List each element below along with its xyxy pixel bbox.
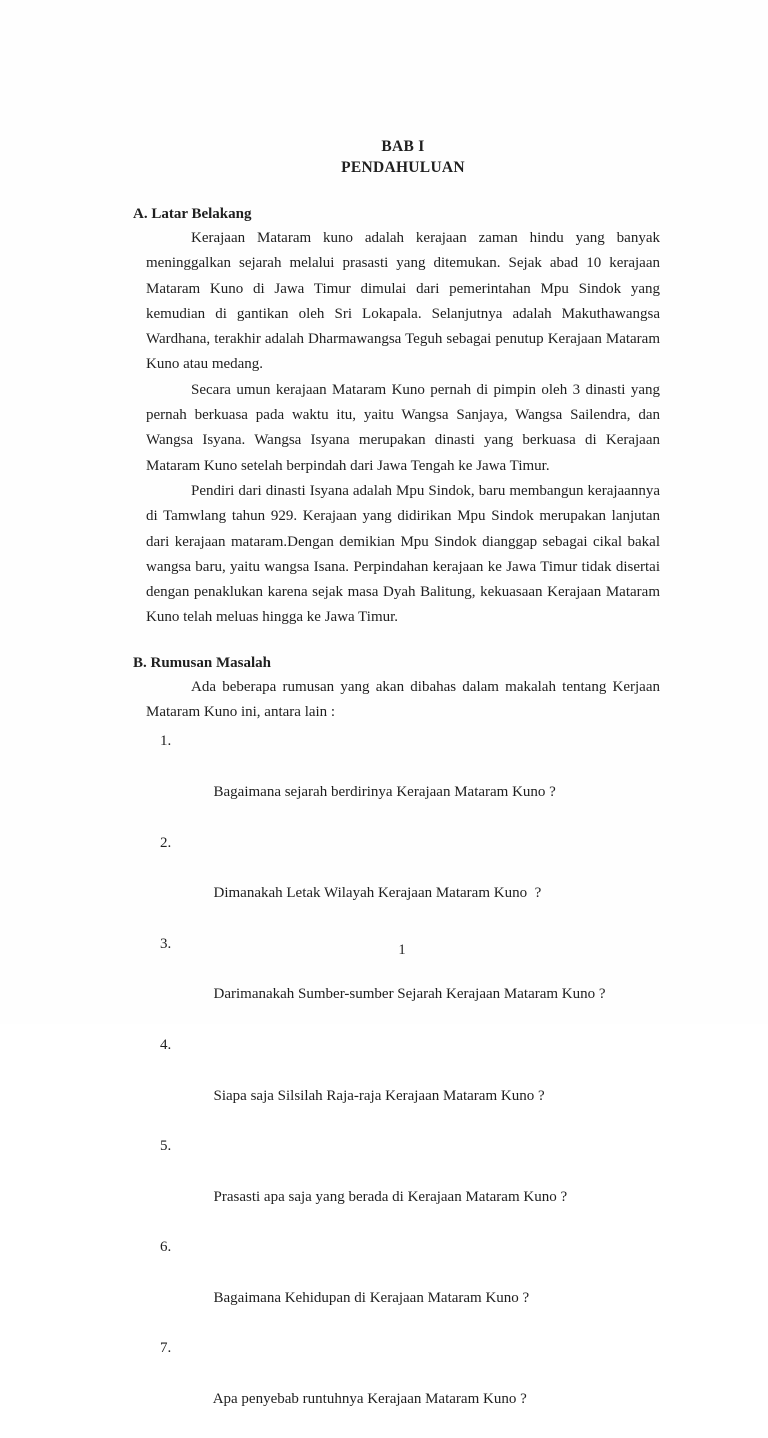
list-item-text: Bagaimana Kehidupan di Kerajaan Mataram Kuno ?	[213, 1289, 530, 1306]
paragraph: Pendiri dari dinasti Isyana adalah Mpu Sindok, baru membangun kerajaannya di Tamwlang tahun 929. Kerajaan yang didirikan Mpu Sindok merupakan lanjutan dari kerajaan mataram.Dengan demikian Mpu Sindok dianggap sebagai cikal bakal wangsa baru, yaitu wangsa Isana. Perpindahan kerajaan ke Jawa Timur tidak disertai dengan penaklukan karena sejak masa Dyah Balitung, kekuasaan Kerajaan Mataram Kuno telah meluas hingga ke Jawa Timur.	[146, 482, 660, 626]
list-item	[146, 831, 660, 932]
list-item-text: Darimanakah Sumber-sumber Sejarah Kerajaan Mataram Kuno ?	[213, 986, 606, 1003]
list-item-text: Bagaimana sejarah berdirinya Kerajaan Mataram Kuno ?	[213, 783, 556, 800]
list-item-text: Apa penyebab runtuhnya Kerajaan Mataram Kuno ?	[212, 1391, 527, 1408]
page-content	[133, 0, 660, 1438]
list-item-number: 6.	[160, 1239, 172, 1256]
list-item-text: Prasasti apa saja yang berada di Kerajaan Mataram Kuno ?	[213, 1188, 568, 1205]
list-item	[146, 1033, 660, 1134]
paragraph: Ada beberapa rumusan yang akan dibahas dalam makalah tentang Kerjaan Mataram Kuno ini, antara lain :	[146, 678, 660, 721]
section-body-latar-belakang	[133, 226, 660, 631]
chapter-title: PENDAHULUAN	[341, 159, 465, 176]
chapter-heading: BAB I	[381, 138, 425, 155]
list-item	[146, 1235, 660, 1336]
list-item-number: 3.	[160, 935, 172, 952]
list-item-number: 2.	[160, 834, 172, 851]
paragraph: Kerajaan Mataram kuno adalah kerajaan zaman hindu yang banyak meninggalkan sejarah melalui prasasti yang ditemukan. Sejak abad 10 kerajaan Mataram Kuno di Jawa Timur dimulai dari pemerintahan Mpu Sindok yang kemudian di gantikan oleh Sri Lokapala. Selanjutnya adalah Makuthawangsa Wardhana, terakhir adalah Dharmawangsa Teguh sebagai penutup Kerajaan Mataram Kuno atau medang.	[146, 230, 660, 373]
page-number: 1	[398, 942, 406, 958]
list-item-number: 5.	[160, 1138, 172, 1155]
question-list	[146, 729, 660, 1437]
list-item-number: 1.	[160, 733, 172, 750]
list-item-number: 4.	[160, 1036, 172, 1053]
list-item-text: Siapa saja Silsilah Raja-raja Kerajaan Mataram Kuno ?	[213, 1087, 545, 1104]
section-body-rumusan-masalah	[133, 675, 660, 1438]
list-item-text: Dimanakah Letak Wilayah Kerajaan Mataram Kuno ?	[213, 885, 542, 902]
paragraph: Secara umun kerajaan Mataram Kuno pernah di pimpin oleh 3 dinasti yang pernah berkuasa pada waktu itu, yaitu Wangsa Sanjaya, Wangsa Sailendra, dan Wangsa Isyana. Wangsa Isyana merupakan dinasti yang berkuasa di Kerajaan Mataram Kuno setelah berpindah dari Jawa Tengah ke Jawa Timur.	[146, 381, 660, 474]
section-heading-latar-belakang: A. Latar Belakang	[133, 206, 252, 222]
section-heading-rumusan-masalah: B. Rumusan Masalah	[133, 654, 271, 671]
list-item	[146, 1336, 660, 1437]
list-item	[146, 1134, 660, 1235]
list-item-number: 7.	[160, 1340, 172, 1357]
chapter-title-block	[133, 136, 660, 178]
list-item	[146, 729, 660, 830]
